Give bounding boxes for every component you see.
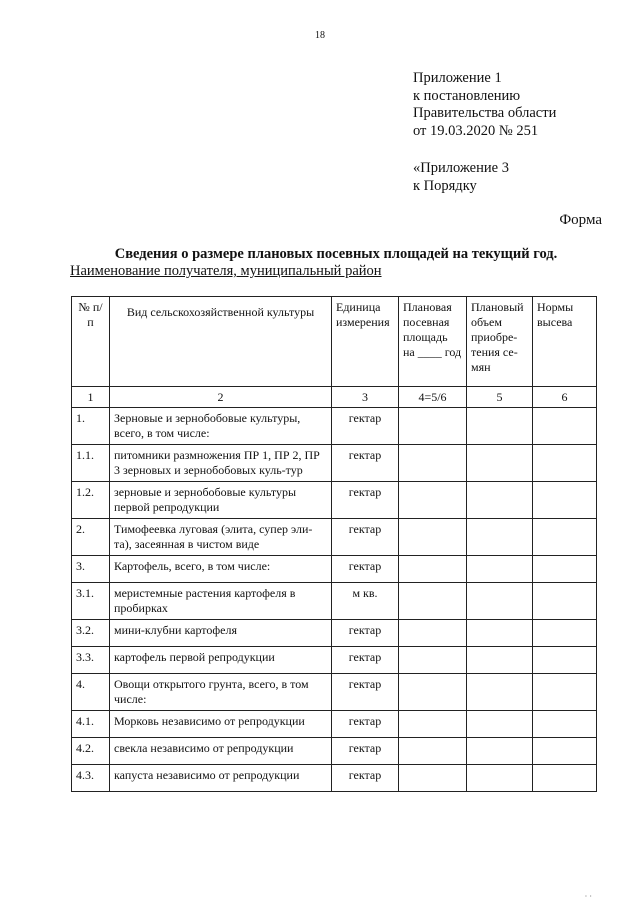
table-row bbox=[72, 620, 597, 647]
row-crop: свекла независимо от репродукции bbox=[110, 738, 332, 765]
appendix-inner-reference bbox=[413, 160, 509, 195]
row-crop: Картофель, всего, в том числе: bbox=[110, 556, 332, 583]
table-body bbox=[72, 408, 597, 792]
row-seed-volume[interactable] bbox=[467, 620, 533, 647]
row-planned-area[interactable] bbox=[399, 408, 467, 445]
table-row bbox=[72, 765, 597, 792]
row-unit: гектар bbox=[332, 647, 399, 674]
document-title: Сведения о размере плановых посевных площадей на текущий год. bbox=[114, 246, 558, 262]
table-row bbox=[72, 738, 597, 765]
table-row bbox=[72, 408, 597, 445]
row-seed-volume[interactable] bbox=[467, 738, 533, 765]
row-planned-area[interactable] bbox=[399, 556, 467, 583]
row-unit: гектар bbox=[332, 482, 399, 519]
row-seeding-rate[interactable] bbox=[533, 482, 597, 519]
row-number: 4.3. bbox=[72, 765, 110, 792]
row-unit: гектар bbox=[332, 408, 399, 445]
column-number: 4=5/6 bbox=[399, 387, 467, 408]
row-seed-volume[interactable] bbox=[467, 482, 533, 519]
row-crop: зерновые и зернобобовые культуры первой репродукции bbox=[110, 482, 332, 519]
row-crop: картофель первой репродукции bbox=[110, 647, 332, 674]
row-planned-area[interactable] bbox=[399, 583, 467, 620]
row-number: 2. bbox=[72, 519, 110, 556]
scan-marks: · · bbox=[584, 892, 592, 901]
recipient-label: Наименование получателя, муниципальный район bbox=[70, 263, 382, 279]
row-crop: Зерновые и зернобобовые культуры, всего, в том числе: bbox=[110, 408, 332, 445]
row-crop: меристемные растения картофеля в пробирках bbox=[110, 583, 332, 620]
table-row bbox=[72, 445, 597, 482]
row-unit: гектар bbox=[332, 674, 399, 711]
table-row bbox=[72, 674, 597, 711]
row-seed-volume[interactable] bbox=[467, 408, 533, 445]
row-unit: гектар bbox=[332, 711, 399, 738]
sowing-area-table bbox=[71, 296, 597, 792]
column-number: 3 bbox=[332, 387, 399, 408]
table-row bbox=[72, 519, 597, 556]
row-seeding-rate[interactable] bbox=[533, 556, 597, 583]
row-seeding-rate[interactable] bbox=[533, 408, 597, 445]
column-number: 1 bbox=[72, 387, 110, 408]
row-crop: питомники размножения ПР 1, ПР 2, ПР 3 зерновых и зернобобовых куль-тур bbox=[110, 445, 332, 482]
row-unit: гектар bbox=[332, 765, 399, 792]
row-crop: Морковь независимо от репродукции bbox=[110, 711, 332, 738]
header-number: № п/п bbox=[72, 297, 110, 387]
header-planned-area: Плановая посевная площадь на ____ год bbox=[399, 297, 467, 387]
row-number: 4. bbox=[72, 674, 110, 711]
header-unit: Единица измерения bbox=[332, 297, 399, 387]
row-planned-area[interactable] bbox=[399, 711, 467, 738]
page-number: 18 bbox=[315, 30, 325, 41]
row-unit: гектар bbox=[332, 738, 399, 765]
appendix-inner-line: к Порядку bbox=[413, 177, 477, 194]
row-seed-volume[interactable] bbox=[467, 765, 533, 792]
header-crop: Вид сельскохозяйственной культуры bbox=[110, 297, 332, 387]
column-number: 2 bbox=[110, 387, 332, 408]
appendix-line: Приложение 1 bbox=[413, 70, 502, 86]
table-row bbox=[72, 583, 597, 620]
row-seeding-rate[interactable] bbox=[533, 738, 597, 765]
row-number: 1.1. bbox=[72, 445, 110, 482]
row-seeding-rate[interactable] bbox=[533, 765, 597, 792]
row-number: 4.2. bbox=[72, 738, 110, 765]
row-seeding-rate[interactable] bbox=[533, 445, 597, 482]
row-seed-volume[interactable] bbox=[467, 647, 533, 674]
row-planned-area[interactable] bbox=[399, 738, 467, 765]
row-crop: капуста независимо от репродукции bbox=[110, 765, 332, 792]
column-number: 6 bbox=[533, 387, 597, 408]
row-planned-area[interactable] bbox=[399, 765, 467, 792]
row-unit: гектар bbox=[332, 519, 399, 556]
row-unit: гектар bbox=[332, 620, 399, 647]
row-seeding-rate[interactable] bbox=[533, 711, 597, 738]
row-number: 4.1. bbox=[72, 711, 110, 738]
row-crop: мини-клубни картофеля bbox=[110, 620, 332, 647]
row-planned-area[interactable] bbox=[399, 519, 467, 556]
table-row bbox=[72, 556, 597, 583]
appendix-line: Правительства области bbox=[413, 105, 557, 121]
appendix-line: к постановлению bbox=[413, 87, 521, 104]
row-unit: гектар bbox=[332, 445, 399, 482]
table-row bbox=[72, 647, 597, 674]
row-planned-area[interactable] bbox=[399, 674, 467, 711]
row-unit: м кв. bbox=[332, 583, 399, 620]
row-number: 3.3. bbox=[72, 647, 110, 674]
row-crop: Овощи открытого грунта, всего, в том числе: bbox=[110, 674, 332, 711]
row-number: 3. bbox=[72, 556, 110, 583]
row-seed-volume[interactable] bbox=[467, 445, 533, 482]
row-planned-area[interactable] bbox=[399, 445, 467, 482]
row-seed-volume[interactable] bbox=[467, 711, 533, 738]
row-seed-volume[interactable] bbox=[467, 519, 533, 556]
row-seeding-rate[interactable] bbox=[533, 583, 597, 620]
row-seed-volume[interactable] bbox=[467, 674, 533, 711]
header-seed-volume: Плановый объем приобре-тения се-мян bbox=[467, 297, 533, 387]
column-number: 5 bbox=[467, 387, 533, 408]
row-seed-volume[interactable] bbox=[467, 556, 533, 583]
table-row bbox=[72, 482, 597, 519]
row-planned-area[interactable] bbox=[399, 647, 467, 674]
row-number: 1.2. bbox=[72, 482, 110, 519]
row-seed-volume[interactable] bbox=[467, 583, 533, 620]
row-planned-area[interactable] bbox=[399, 482, 467, 519]
row-seeding-rate[interactable] bbox=[533, 620, 597, 647]
row-number: 3.1. bbox=[72, 583, 110, 620]
form-label: Форма bbox=[559, 212, 602, 228]
row-seeding-rate[interactable] bbox=[533, 647, 597, 674]
row-unit: гектар bbox=[332, 556, 399, 583]
row-crop: Тимофеевка луговая (элита, супер эли-та), засеянная в чистом виде bbox=[110, 519, 332, 556]
row-seeding-rate[interactable] bbox=[533, 674, 597, 711]
row-planned-area[interactable] bbox=[399, 620, 467, 647]
column-number-row bbox=[72, 387, 597, 408]
table-header-row bbox=[72, 297, 597, 387]
header-seeding-rate: Нормы высева bbox=[533, 297, 597, 387]
appendix-line: от 19.03.2020 № 251 bbox=[413, 122, 539, 139]
appendix-inner-line: «Приложение 3 bbox=[413, 160, 509, 176]
row-number: 3.2. bbox=[72, 620, 110, 647]
row-number: 1. bbox=[72, 408, 110, 445]
appendix-reference bbox=[413, 70, 556, 140]
table-row bbox=[72, 711, 597, 738]
row-seeding-rate[interactable] bbox=[533, 519, 597, 556]
